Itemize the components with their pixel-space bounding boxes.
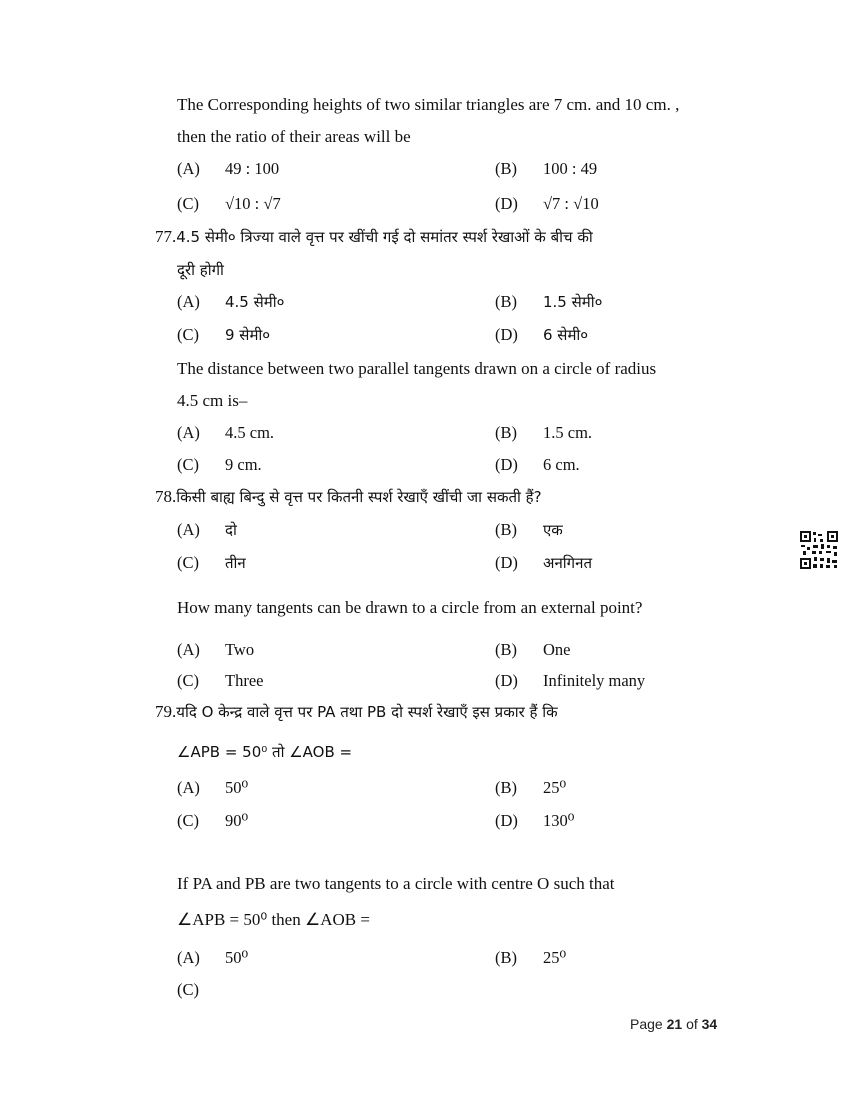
option-label: (B) (495, 948, 517, 967)
option-label: (D) (495, 325, 518, 344)
q76-line1: The Corresponding heights of two similar triangles are 7 cm. and 10 cm. , (177, 95, 680, 114)
question-number: 79. (155, 702, 177, 721)
option-label: (B) (495, 520, 517, 539)
q78-option-c (177, 671, 263, 691)
option-text: 4.5 सेमी० (225, 293, 285, 311)
option-text: 50⁰ (225, 778, 249, 797)
option-label: (A) (177, 423, 200, 442)
option-text: 25⁰ (543, 948, 567, 967)
q78-option-b (495, 640, 571, 660)
q76-option-d (495, 194, 599, 214)
option-text: 9 cm. (225, 455, 262, 474)
q78-hindi-line1 (155, 487, 542, 507)
option-text: Three (225, 671, 264, 690)
q76-line2: then the ratio of their areas will be (177, 127, 411, 146)
option-label: (A) (177, 948, 200, 967)
q78-hindi-option-c (177, 553, 246, 573)
option-text: 49 : 100 (225, 159, 280, 178)
question-text: 4.5 सेमी० त्रिज्या वाले वृत्त पर खींची गई दो समांतर स्पर्श रेखाओं के बीच की (176, 228, 593, 246)
q79-hindi-line2: ∠APB = 50⁰ तो ∠AOB = (177, 743, 353, 761)
q77-hindi-option-a (177, 292, 284, 312)
q78-hindi-option-a (177, 520, 237, 540)
q77-option-b (495, 423, 592, 443)
option-label: (A) (177, 640, 200, 659)
option-text: 90⁰ (225, 811, 249, 830)
option-label: (A) (177, 520, 200, 539)
option-label: (C) (177, 455, 199, 474)
q77-line2: 4.5 cm is– (177, 391, 248, 410)
option-label: (C) (177, 811, 199, 830)
q77-hindi-line1 (155, 227, 593, 247)
option-text: Two (225, 640, 255, 659)
footer-prefix: Page (630, 1016, 663, 1032)
q79-hindi-line1 (155, 702, 558, 722)
option-label: (D) (495, 811, 518, 830)
q79-hindi-option-c (177, 811, 248, 831)
q79-option-b (495, 948, 566, 968)
option-label: (C) (177, 980, 199, 999)
question-number: 78. (155, 487, 177, 506)
option-text: 130⁰ (543, 811, 575, 830)
option-label: (A) (177, 159, 200, 178)
q79-option-a (177, 948, 248, 968)
option-label: (C) (177, 671, 199, 690)
question-text: यदि O केन्द्र वाले वृत्त पर PA तथा PB दो स्पर्श रेखाएँ इस प्रकार हैं कि (176, 703, 558, 721)
option-text: 50⁰ (225, 948, 249, 967)
option-label: (B) (495, 640, 517, 659)
option-text: √10 : √7 (225, 194, 281, 213)
q77-line1: The distance between two parallel tangents drawn on a circle of radius (177, 359, 657, 378)
q76-option-c (177, 194, 281, 214)
option-text: 6 सेमी० (543, 326, 589, 344)
qr-code-icon (799, 530, 839, 570)
option-text: Infinitely many (543, 671, 646, 690)
option-label: (C) (177, 325, 199, 344)
total-pages: 34 (701, 1016, 718, 1032)
question-text: किसी बाह्य बिन्दु से वृत्त पर कितनी स्पर्श रेखाएँ खींची जा सकती हैं? (176, 488, 542, 506)
option-label: (A) (177, 292, 200, 311)
current-page: 21 (666, 1016, 683, 1032)
option-text: 100 : 49 (543, 159, 598, 178)
option-label: (D) (495, 553, 518, 572)
option-label: (D) (495, 455, 518, 474)
option-text: 4.5 cm. (225, 423, 275, 442)
q77-option-c (177, 455, 262, 475)
q77-hindi-line2: दूरी होगी (177, 261, 224, 279)
q77-option-a (177, 423, 274, 443)
option-text: तीन (225, 554, 246, 572)
option-label: (B) (495, 159, 517, 178)
option-label: (D) (495, 194, 518, 213)
option-text: दो (225, 521, 237, 539)
option-label: (C) (177, 553, 199, 572)
option-label: (A) (177, 778, 200, 797)
footer-of: of (686, 1016, 698, 1032)
q77-hindi-option-d (495, 325, 588, 345)
q78-hindi-option-d (495, 553, 592, 573)
q77-option-d (495, 455, 580, 475)
q77-hindi-option-c (177, 325, 270, 345)
option-text: 6 cm. (543, 455, 580, 474)
q79-hindi-option-d (495, 811, 574, 831)
q76-option-b (495, 159, 597, 179)
option-text: अनगिनत (543, 554, 592, 572)
option-label: (C) (177, 194, 199, 213)
page-footer (630, 1016, 717, 1032)
option-text: 1.5 सेमी० (543, 293, 603, 311)
option-text: एक (543, 521, 563, 539)
q79-hindi-option-b (495, 778, 566, 798)
q77-hindi-option-b (495, 292, 602, 312)
q78-hindi-option-b (495, 520, 563, 540)
q78-line1: How many tangents can be drawn to a circle from an external point? (177, 598, 643, 617)
option-text: √7 : √10 (543, 194, 599, 213)
q79-line1: If PA and PB are two tangents to a circle with centre O such that (177, 874, 615, 893)
q79-hindi-option-a (177, 778, 248, 798)
q79-line2: ∠APB = 50⁰ then ∠AOB = (177, 910, 370, 929)
option-text: 25⁰ (543, 778, 567, 797)
q78-option-a (177, 640, 254, 660)
option-label: (B) (495, 778, 517, 797)
option-label: (D) (495, 671, 518, 690)
option-text: 1.5 cm. (543, 423, 593, 442)
question-number: 77. (155, 227, 177, 246)
option-label: (B) (495, 423, 517, 442)
option-label: (B) (495, 292, 517, 311)
q79-option-c (177, 980, 225, 1000)
option-text: 9 सेमी० (225, 326, 271, 344)
q76-option-a (177, 159, 279, 179)
option-text: One (543, 640, 571, 659)
q78-option-d (495, 671, 645, 691)
